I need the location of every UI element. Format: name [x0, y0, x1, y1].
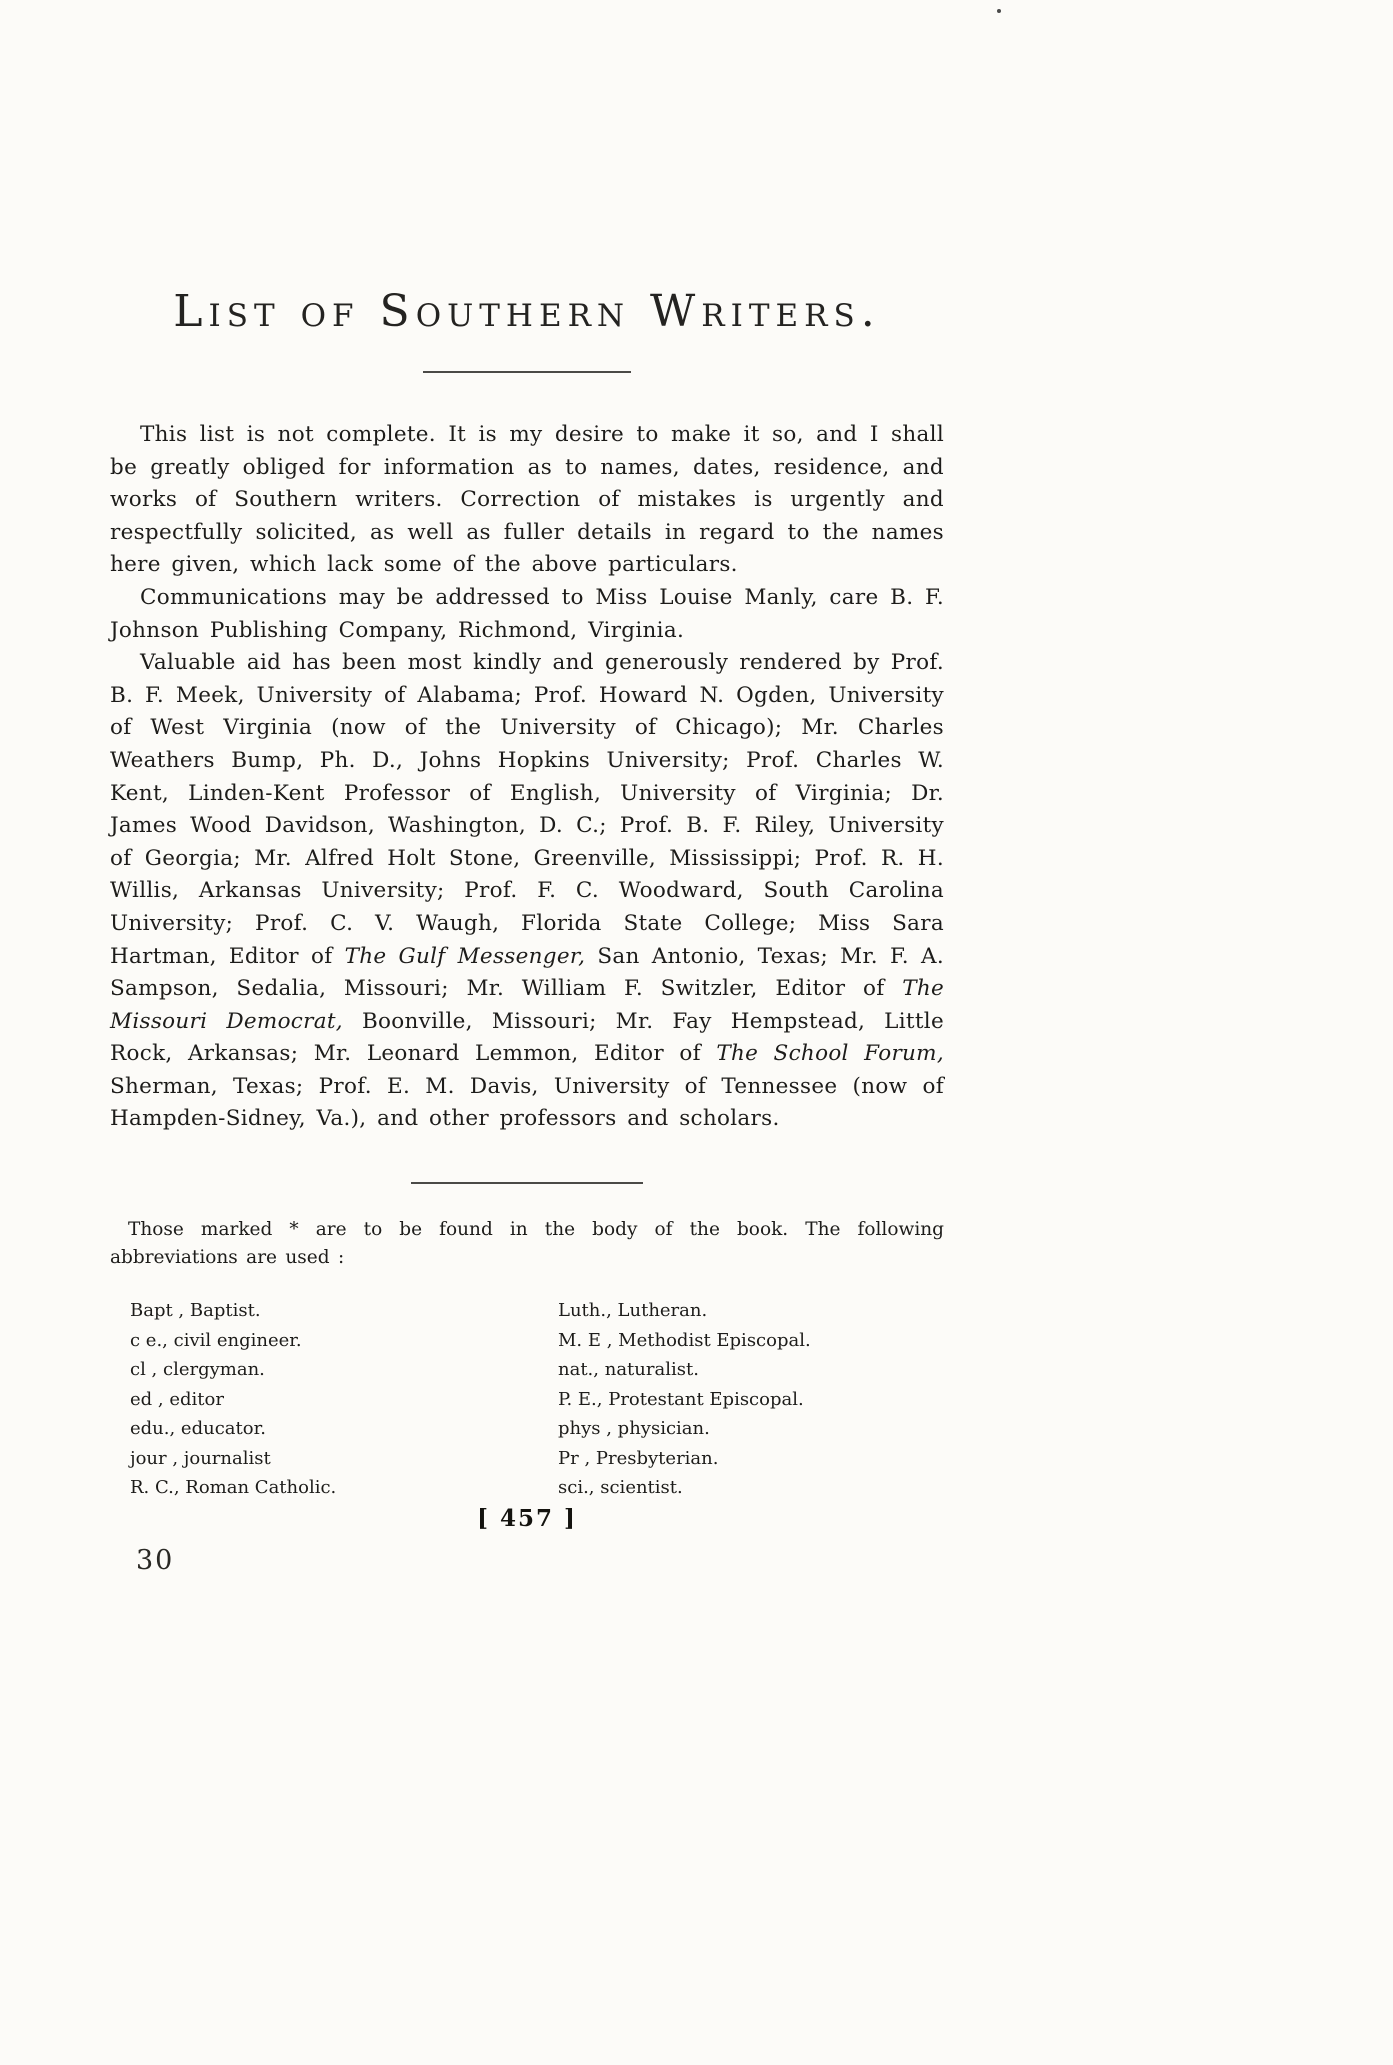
- paragraph-communications: Communications may be addressed to Miss Louise Manly, care B. F. Johnson Publishing Company, Richmond, Virginia.: [110, 584, 944, 643]
- section-divider: [411, 1182, 643, 1184]
- abbreviation-item: c e., civil engineer.: [130, 1329, 302, 1351]
- text-segment: Boonville, Missouri; Mr. Fay Hempstead, Little Rock, Arkansas; Mr. Leonard Lemmon, Editor of: [110, 1008, 944, 1067]
- abbreviations-right-column: [558, 1296, 944, 1503]
- abbreviation-item: ed , editor: [130, 1388, 224, 1410]
- text-segment: Sherman, Texas; Prof. E. M. Davis, University of Tennessee (now of Hampden-Sidney, Va.), and other professors and scholars.: [110, 1073, 944, 1132]
- signature-mark: 30: [136, 1544, 175, 1576]
- italic-book-title: The Missouri Democrat,: [110, 976, 944, 1034]
- page-number: [ 457 ]: [477, 1504, 577, 1532]
- abbreviation-item: M. E , Methodist Episcopal.: [558, 1329, 811, 1351]
- abbreviations-note: Those marked * are to be found in the body of the book. The following abbreviations are used :: [110, 1219, 944, 1269]
- abbreviation-item: sci., scientist.: [558, 1477, 683, 1499]
- page-title: List of Southern Writers.: [173, 286, 881, 337]
- abbreviation-item: P. E., Protestant Episcopal.: [558, 1388, 804, 1410]
- page-footer: [110, 1505, 944, 1595]
- abbreviation-item: Pr , Presbyterian.: [558, 1447, 719, 1469]
- abbreviations-left-column: [110, 1296, 558, 1503]
- abbreviation-item: cl , clergyman.: [130, 1359, 265, 1381]
- abbreviation-item: jour , journalist: [130, 1447, 271, 1469]
- text-segment: San Antonio, Texas; Mr. F. A. Sampson, Sedalia, Missouri; Mr. William F. Switzler, Editor of: [110, 943, 944, 1002]
- abbreviations-list: [110, 1296, 944, 1503]
- paragraph-intro: This list is not complete. It is my desire to make it so, and I shall be greatly obliged for information as to names, dates, residence, and works of Southern writers. Correction of mistakes is urgently and respectfully solicited, as well as fuller details in regard to the names here given, which lack some of the above particulars.: [110, 422, 944, 578]
- italic-book-title: The School Forum,: [716, 1041, 945, 1067]
- print-artifact-dot: [997, 9, 1001, 13]
- title-divider: [423, 371, 631, 373]
- abbreviation-item: phys , physician.: [558, 1418, 710, 1440]
- abbreviation-item: R. C., Roman Catholic.: [130, 1477, 337, 1499]
- paragraph-acknowledgments: [110, 647, 944, 1136]
- abbreviation-item: Luth., Lutheran.: [558, 1300, 708, 1322]
- text-segment: Valuable aid has been most kindly and generously rendered by Prof. B. F. Meek, University of Alabama; Prof. Howard N. Ogden, University of West Virginia (now of the University of Chicago); Mr. Charles Weathers Bump, Ph. D., Johns Hopkins University; Prof. Charles W. Kent, Linden-Kent Professor of English, University of Virginia; Dr. James Wood Davidson, Washington, D. C.; Prof. B. F. Riley, University of Georgia; Mr. Alfred Holt Stone, Greenville, Mississippi; Prof. R. H. Willis, Arkansas University; Prof. F. C. Woodward, South Carolina University; Prof. C. V. Waugh, Florida State College; Miss Sara Hartman, Editor of: [110, 650, 944, 969]
- abbreviation-item: edu., educator.: [130, 1418, 266, 1440]
- italic-book-title: The Gulf Messenger,: [344, 943, 586, 969]
- abbreviation-item: Bapt , Baptist.: [130, 1300, 261, 1322]
- page-content: [110, 0, 944, 1595]
- abbreviation-item: nat., naturalist.: [558, 1359, 699, 1381]
